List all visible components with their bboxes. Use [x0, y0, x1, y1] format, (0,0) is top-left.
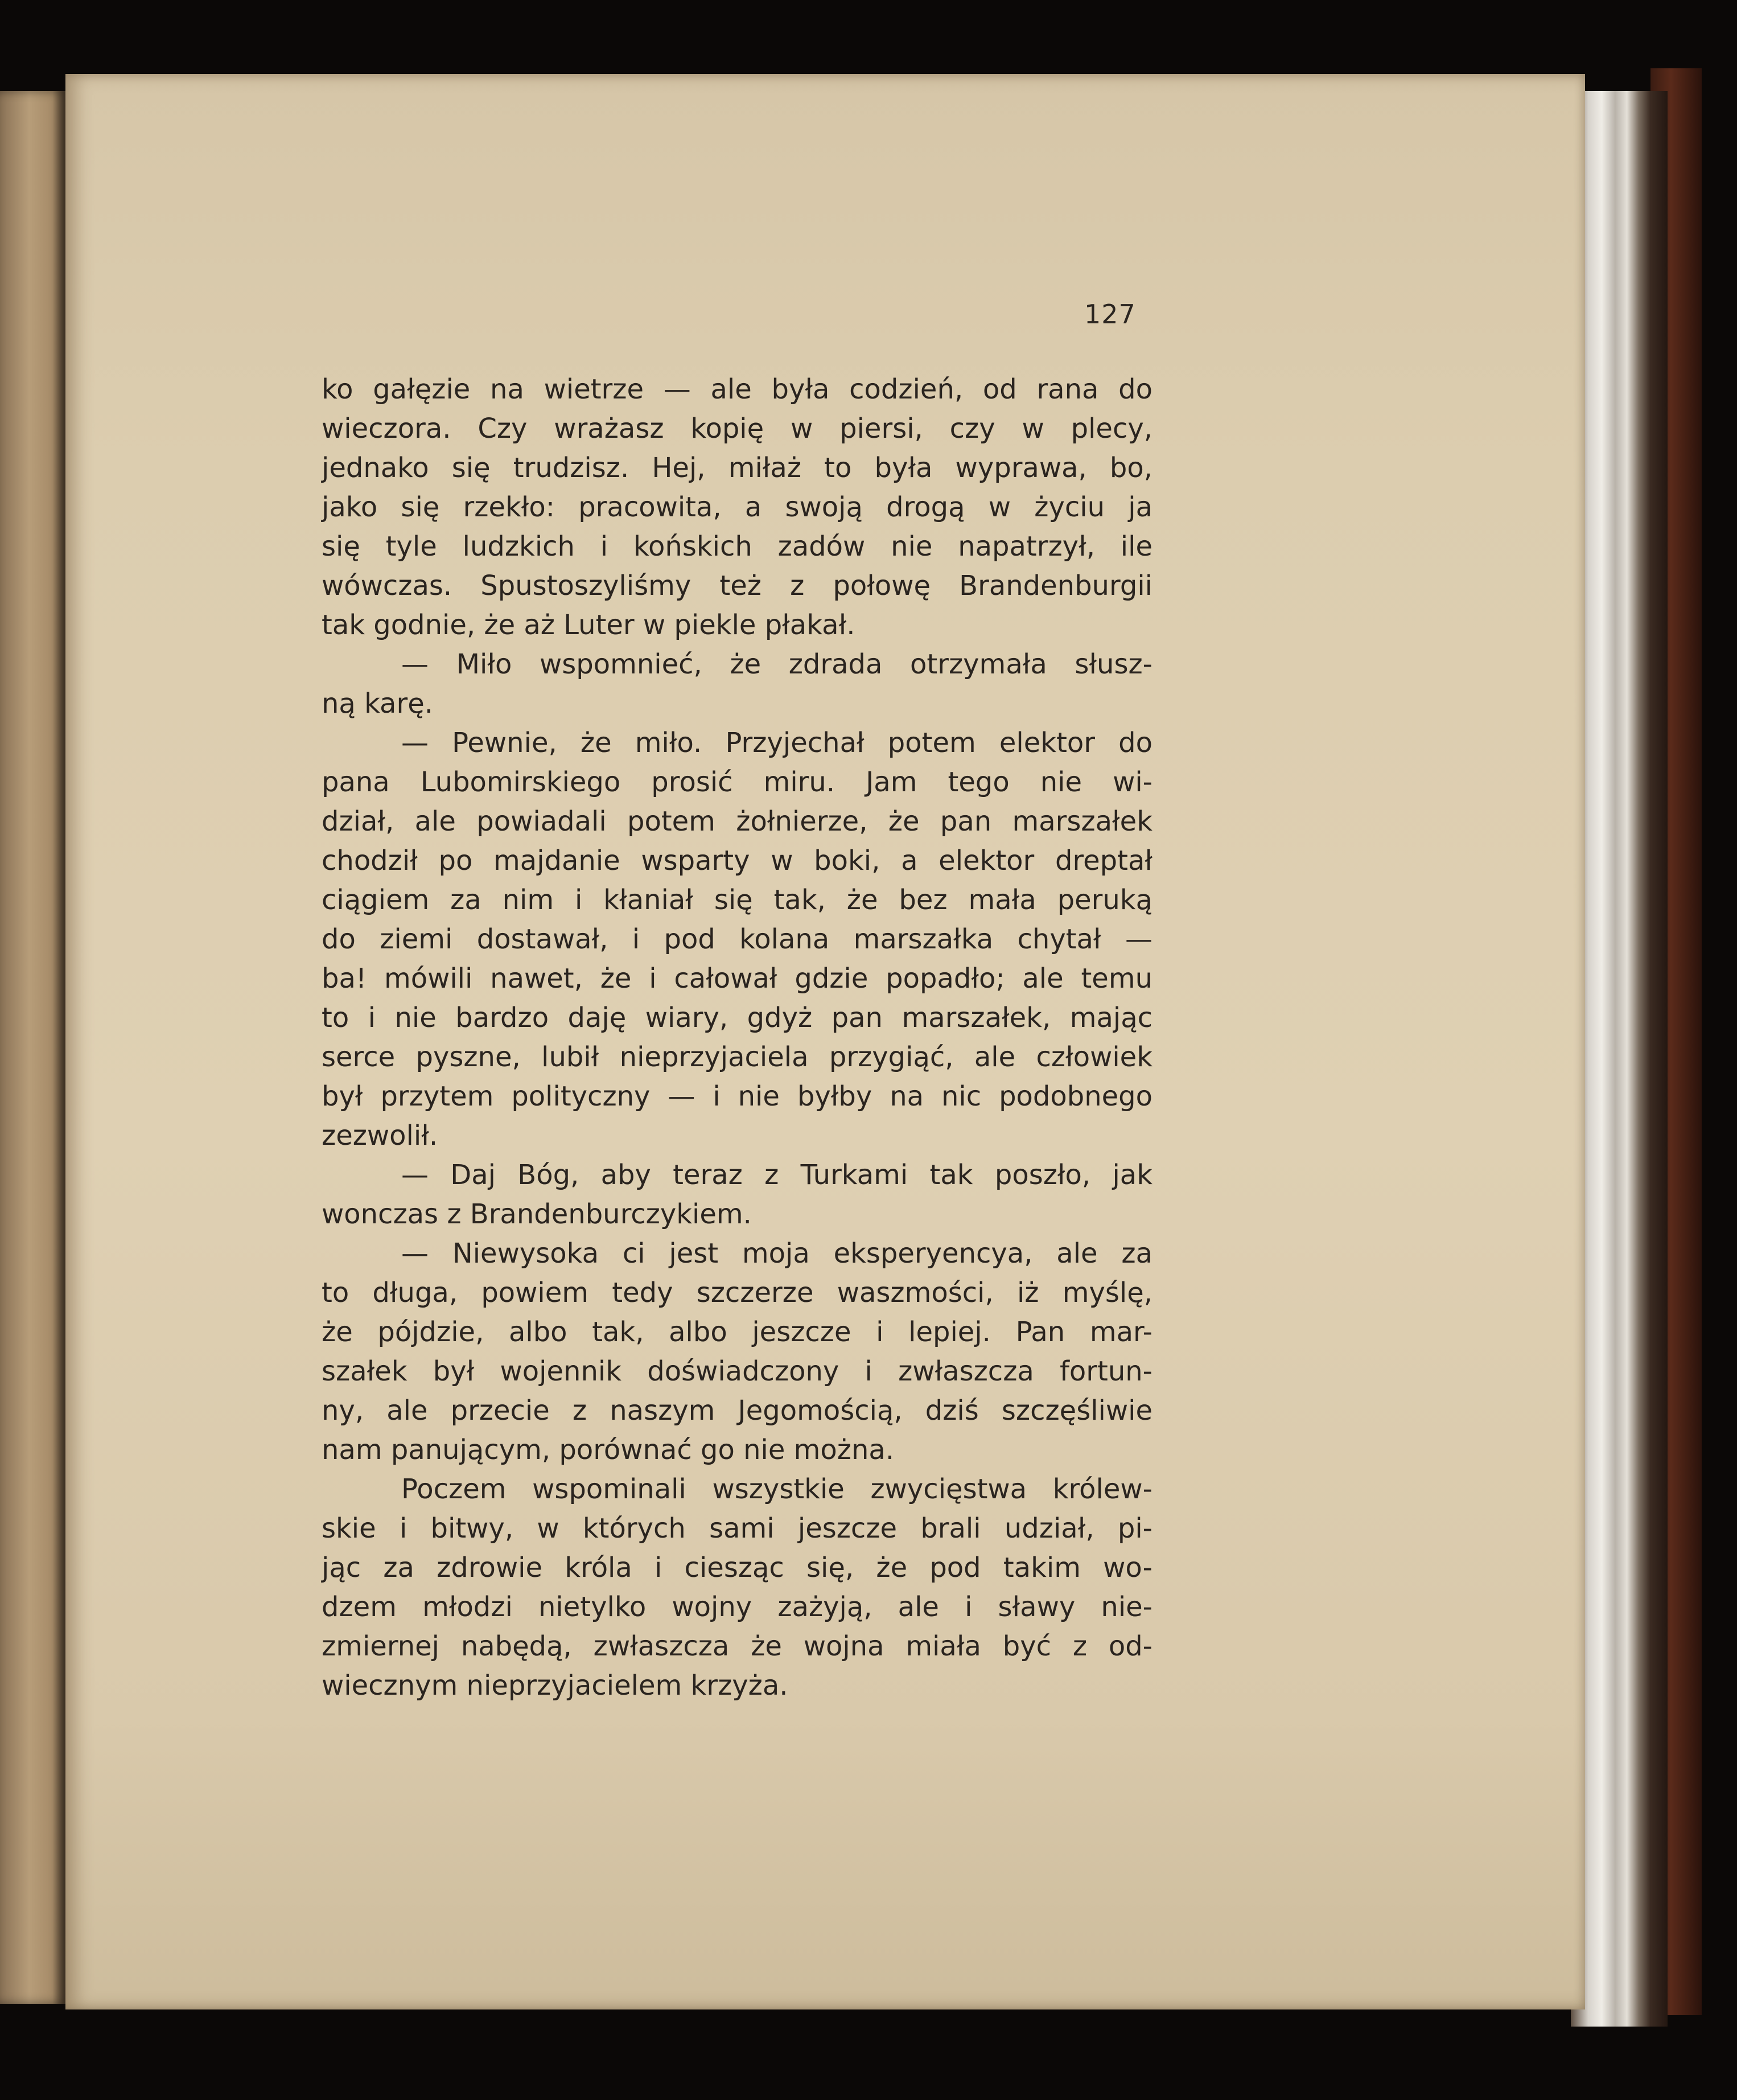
text-line: — Miło wspomnieć, że zdrada otrzymała słusz- — [401, 648, 1152, 680]
text-line: — Daj Bóg, aby teraz z Turkami tak poszło, jak — [401, 1159, 1152, 1191]
text-line: wiecznym nieprzyjacielem krzyża. — [322, 1670, 788, 1702]
text-line: skie i bitwy, w których sami jeszcze brali udział, pi- — [322, 1513, 1152, 1544]
text-line: wówczas. Spustoszyliśmy też z połowę Brandenburgii — [322, 570, 1152, 602]
text-line: — Pewnie, że miło. Przyjechał potem elektor do — [401, 727, 1152, 759]
text-line: to długa, powiem tedy szczerze waszmości, iż myślę, — [322, 1277, 1152, 1309]
text-line: był przytem polityczny — i nie byłby na nic podobnego — [322, 1080, 1152, 1112]
page-body-text — [322, 370, 1152, 1706]
text-line: ną karę. — [322, 688, 433, 720]
text-line: to i nie bardzo daję wiary, gdyż pan marszałek, mając — [322, 1002, 1152, 1034]
text-line: dział, ale powiadali potem żołnierze, że pan marszałek — [322, 806, 1152, 837]
text-line: wieczora. Czy wrażasz kopię w piersi, czy w plecy, — [322, 413, 1152, 445]
text-line: wonczas z Brandenburczykiem. — [322, 1198, 752, 1230]
text-line: tak godnie, że aż Luter w piekle płakał. — [322, 609, 855, 641]
text-line: zmiernej nabędą, zwłaszcza że wojna miała być z od- — [322, 1630, 1152, 1662]
text-line: Poczem wspominali wszystkie zwycięstwa królew- — [401, 1473, 1152, 1505]
book-page-edges — [1571, 91, 1668, 2027]
text-line: że pójdzie, albo tak, albo jeszcze i lepiej. Pan mar- — [322, 1316, 1152, 1348]
text-line: dzem młodzi nietylko wojny zażyją, ale i sławy nie- — [322, 1591, 1152, 1623]
text-line: ba! mówili nawet, że i całował gdzie popadło; ale temu — [322, 963, 1152, 994]
text-line: zezwolił. — [322, 1120, 438, 1152]
text-line: chodził po majdanie wsparty w boki, a elektor dreptał — [322, 845, 1152, 877]
text-line: do ziemi dostawał, i pod kolana marszałka chytał — — [322, 923, 1152, 955]
text-line: szałek był wojennik doświadczony i zwłaszcza fortun- — [322, 1355, 1152, 1387]
text-line: ny, ale przecie z naszym Jegomością, dziś szczęśliwie — [322, 1395, 1152, 1427]
text-line: jąc za zdrowie króla i ciesząc się, że pod takim wo- — [322, 1552, 1152, 1584]
text-line: ko gałęzie na wietrze — ale była codzień, od rana do — [322, 373, 1152, 405]
text-line: — Niewysoka ci jest moja eksperyencya, ale za — [401, 1238, 1152, 1269]
text-line: serce pyszne, lubił nieprzyjaciela przygiąć, ale człowiek — [322, 1041, 1152, 1073]
text-line: pana Lubomirskiego prosić miru. Jam tego nie wi- — [322, 766, 1152, 798]
left-page-edge — [0, 91, 65, 2004]
text-line: jako się rzekło: pracowita, a swoją drogą w życiu ja — [322, 491, 1152, 523]
text-line: nam panującym, porównać go nie można. — [322, 1434, 895, 1466]
text-line: jednako się trudzisz. Hej, miłaż to była wyprawa, bo, — [322, 452, 1152, 484]
text-line: ciągiem za nim i kłaniał się tak, że bez mała peruką — [322, 884, 1152, 916]
page-number: 127 — [1084, 299, 1136, 330]
text-line: się tyle ludzkich i końskich zadów nie napatrzył, ile — [322, 531, 1152, 562]
